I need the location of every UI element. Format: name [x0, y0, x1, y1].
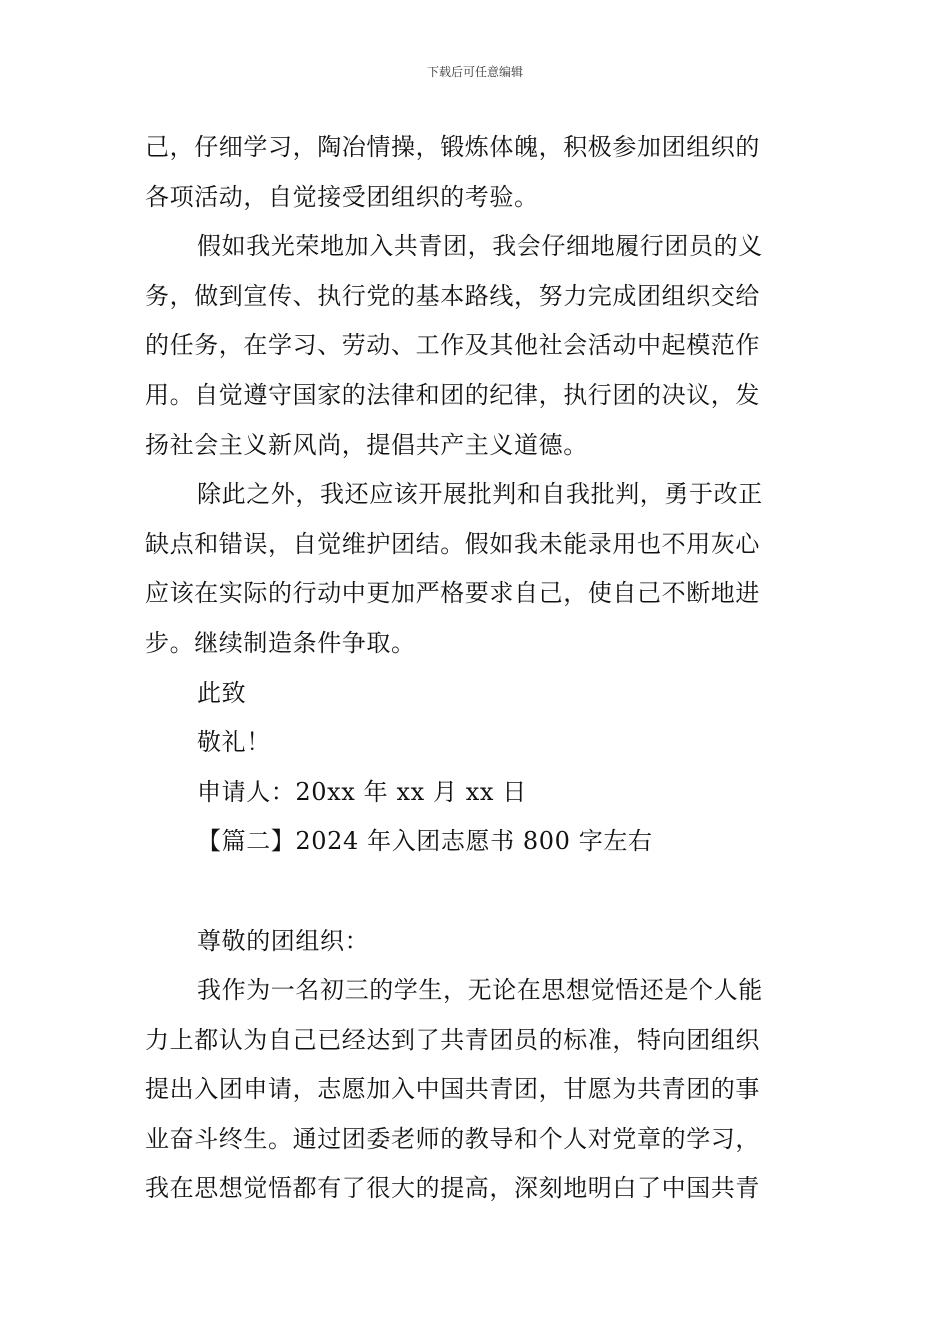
text-line: 务，做到宣传、执行党的基本路线，努力完成团组织交给 [145, 281, 760, 310]
applicant-signature-line: 申请人：20xx 年 xx 月 xx 日 [197, 777, 527, 806]
text-line: 用。自觉遵守国家的法律和团的纪律，执行团的决议，发 [145, 380, 760, 409]
paragraph-start: 除此之外，我还应该开展批判和自我批判，勇于改正 [197, 480, 763, 509]
text-line: 我在思想觉悟都有了很大的提高，深刻地明白了中国共青 [145, 1174, 760, 1203]
text-line: 力上都认为自己已经达到了共青团员的标准，特向团组织 [145, 1025, 760, 1054]
paragraph-start: 我作为一名初三的学生，无论在思想觉悟还是个人能 [197, 976, 763, 1005]
text-line: 各项活动，自觉接受团组织的考验。 [145, 182, 539, 211]
page-header: 下载后可任意编辑 [426, 65, 523, 79]
text-line: 步。继续制造条件争取。 [145, 628, 416, 657]
text-line: 缺点和错误，自觉维护团结。假如我未能录用也不用灰心 [145, 529, 760, 558]
text-line: 业奋斗终生。通过团委老师的教导和个人对党章的学习， [145, 1124, 760, 1153]
text-line: 扬社会主义新风尚，提倡共产主义道德。 [145, 430, 588, 459]
text-line: 的任务，在学习、劳动、工作及其他社会活动中起模范作 [145, 331, 760, 360]
closing-regards: 敬礼！ [197, 728, 271, 757]
document-body [145, 123, 805, 1214]
paragraph-start: 假如我光荣地加入共青团，我会仔细地履行团员的义 [197, 232, 763, 261]
text-line: 提出入团申请，志愿加入中国共青团，甘愿为共青团的事 [145, 1075, 760, 1104]
text-line: 应该在实际的行动中更加严格要求自己，使自己不断地进 [145, 579, 760, 608]
text-line: 己，仔细学习，陶冶情操，锻炼体魄，积极参加团组织的 [145, 133, 760, 161]
blank-line [145, 867, 805, 917]
letter-greeting: 尊敬的团组织： [197, 926, 370, 955]
section-heading: 【篇二】2024 年入团志愿书 800 字左右 [197, 827, 653, 856]
closing-salutation: 此致 [197, 678, 247, 707]
